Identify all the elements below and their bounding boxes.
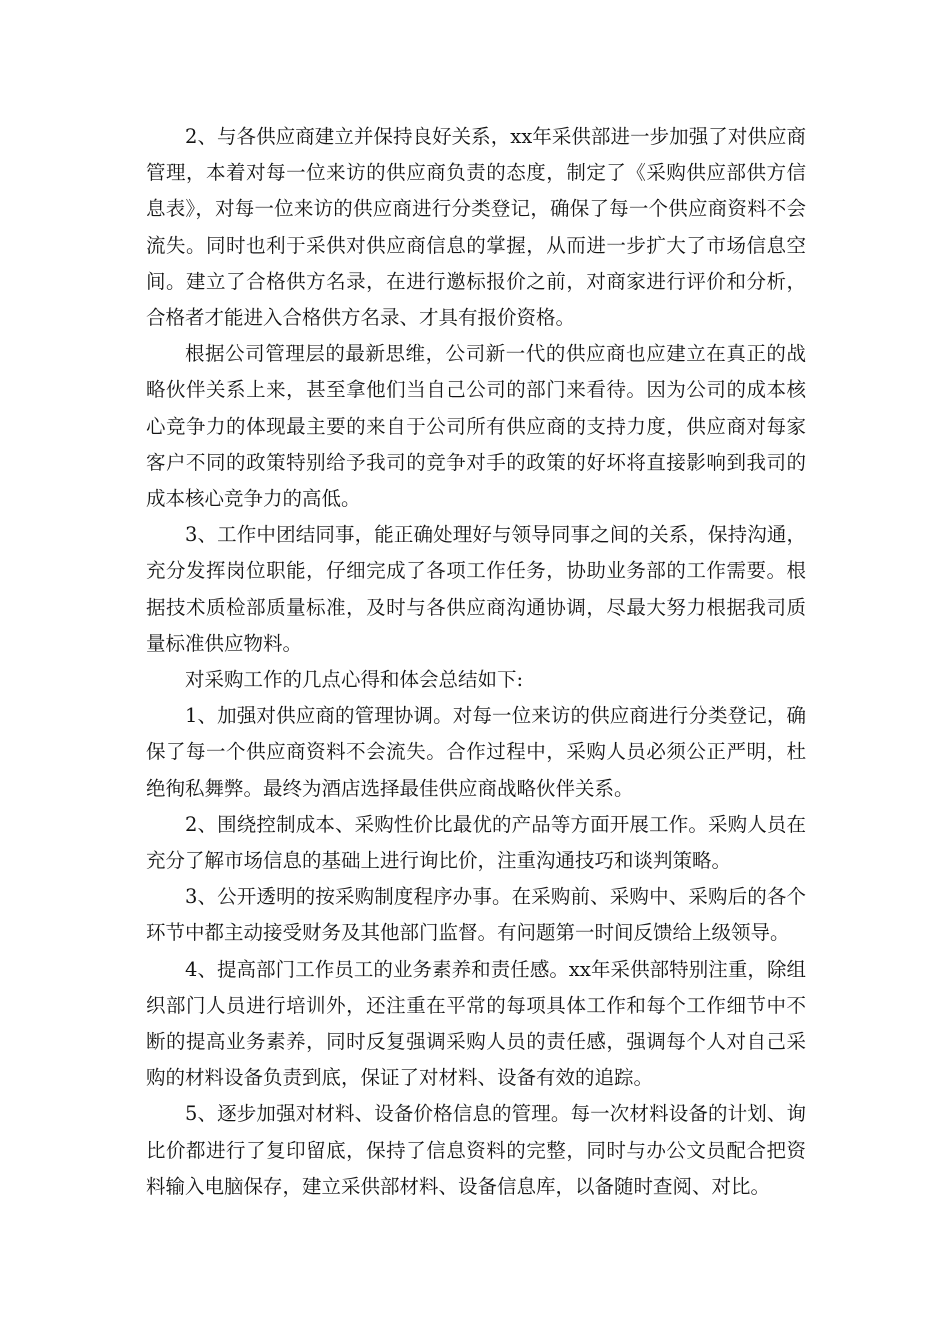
paragraph-supplier-relations: 2、与各供应商建立并保持良好关系，xx年采供部进一步加强了对供应商管理，本着对每一位来访的供应商负责的态度，制定了《采购供应部供方信息表》，对每一位来访的供应商进行分类登记，确保了每一个供应商资料不会流失。同时也利于采供对供应商信息的掌握，从而进一步扩大了市场信息空间。建立了合格供方名录，在进行邀标报价之前，对商家进行评价和分析，合格者才能进入合格供方名录、才具有报价资格。 [146,125,806,330]
paragraph-strategic-partners: 根据公司管理层的最新思维，公司新一代的供应商也应建立在真正的战略伙伴关系上来，甚至拿他们当自己公司的部门来看待。因为公司的成本核心竞争力的体现最主要的来自于公司所有供应商的支持力度，供应商对每家客户不同的政策特别给予我司的竞争对手的政策的好坏将直接影响到我司的成本核心竞争力的高低。 [146,342,806,511]
paragraph-point-1: 1、加强对供应商的管理协调。对每一位来访的供应商进行分类登记，确保了每一个供应商资料不会流失。合作过程中，采购人员必须公正严明，杜绝徇私舞弊。最终为酒店选择最佳供应商战略伙伴关系。 [146,704,806,800]
paragraph-teamwork: 3、工作中团结同事，能正确处理好与领导同事之间的关系，保持沟通，充分发挥岗位职能，仔细完成了各项工作任务，协助业务部的工作需要。根据技术质检部质量标准，及时与各供应商沟通协调，尽最大努力根据我司质量标准供应物料。 [146,523,806,655]
paragraph-point-4: 4、提高部门工作员工的业务素养和责任感。xx年采供部特别注重，除组织部门人员进行培训外，还注重在平常的每项具体工作和每个工作细节中不断的提高业务素养，同时反复强调采购人员的责任感，强调每个人对自己采购的材料设备负责到底，保证了对材料、设备有效的追踪。 [146,957,806,1090]
paragraph-point-3: 3、公开透明的按采购制度程序办事。在采购前、采购中、采购后的各个环节中都主动接受财务及其他部门监督。有问题第一时间反馈给上级领导。 [146,885,806,945]
paragraph-summary-heading: 对采购工作的几点心得和体会总结如下: [185,668,524,692]
document-body [146,119,806,1205]
paragraph-point-5: 5、逐步加强对材料、设备价格信息的管理。每一次材料设备的计划、询比价都进行了复印留底，保持了信息资料的完整，同时与办公文员配合把资料输入电脑保存，建立采供部材料、设备信息库，以备随时查阅、对比。 [146,1102,806,1198]
paragraph-point-2: 2、围绕控制成本、采购性价比最优的产品等方面开展工作。采购人员在充分了解市场信息的基础上进行询比价，注重沟通技巧和谈判策略。 [146,812,806,873]
